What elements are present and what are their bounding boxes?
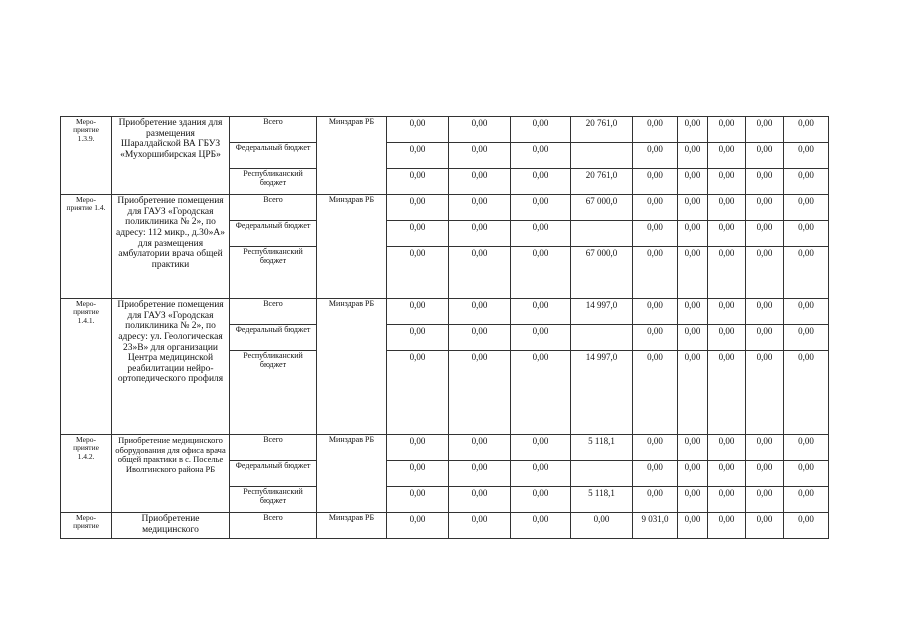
- table-row: [61, 117, 829, 143]
- responsible-org: Минздрав РБ: [317, 435, 387, 513]
- value-cell: 0,00: [511, 195, 571, 221]
- activity-code: Меро-приятие: [73, 513, 99, 531]
- value-cell: 0,00: [784, 513, 829, 539]
- value-cell: 0,00: [511, 351, 571, 435]
- value-cell: 0,00: [511, 143, 571, 169]
- value-cell: 0,00: [449, 299, 511, 325]
- value-cell: 0,00: [746, 221, 784, 247]
- value-cell: 0,00: [784, 435, 829, 461]
- value-cell: 0,00: [708, 117, 746, 143]
- value-cell: 0,00: [746, 351, 784, 435]
- value-cell: 0,00: [678, 461, 708, 487]
- value-cell: 0,00: [511, 435, 571, 461]
- value-cell: 0,00: [387, 299, 449, 325]
- value-cell: 0,00: [511, 487, 571, 513]
- funding-source: Федеральный бюджет: [230, 143, 317, 169]
- value-cell: 0,00: [784, 221, 829, 247]
- value-cell: 0,00: [746, 325, 784, 351]
- value-cell: 5 118,1: [571, 487, 633, 513]
- value-cell: 0,00: [784, 247, 829, 299]
- funding-source: Всего: [230, 435, 317, 461]
- value-cell: 67 000,0: [571, 247, 633, 299]
- value-cell: 0,00: [784, 169, 829, 195]
- activity-name-cell: [112, 513, 230, 539]
- value-cell: 0,00: [511, 461, 571, 487]
- value-cell: 0,00: [746, 247, 784, 299]
- value-cell: 0,00: [746, 461, 784, 487]
- activity-code-cell: [61, 299, 112, 435]
- funding-source: Федеральный бюджет: [230, 325, 317, 351]
- funding-source: Республиканский бюджет: [230, 169, 317, 195]
- funding-source: Всего: [230, 299, 317, 325]
- value-cell: 0,00: [678, 351, 708, 435]
- activity-code: Меро-приятие 1.3.9.: [73, 117, 99, 143]
- value-cell: 20 761,0: [571, 117, 633, 143]
- value-cell: 0,00: [449, 351, 511, 435]
- value-cell: 0,00: [708, 195, 746, 221]
- value-cell: 0,00: [678, 487, 708, 513]
- value-cell: 0,00: [708, 325, 746, 351]
- value-cell: 0,00: [784, 487, 829, 513]
- value-cell: 0,00: [387, 169, 449, 195]
- value-cell: [571, 325, 633, 351]
- value-cell: 0,00: [387, 325, 449, 351]
- value-cell: 0,00: [784, 299, 829, 325]
- value-cell: 0,00: [746, 117, 784, 143]
- activity-name-cell: [112, 299, 230, 435]
- table-row: [61, 435, 829, 461]
- value-cell: 0,00: [678, 247, 708, 299]
- value-cell: 0,00: [678, 325, 708, 351]
- value-cell: 0,00: [678, 143, 708, 169]
- value-cell: 0,00: [746, 487, 784, 513]
- value-cell: 0,00: [708, 247, 746, 299]
- value-cell: 0,00: [387, 435, 449, 461]
- value-cell: 0,00: [678, 299, 708, 325]
- value-cell: [571, 221, 633, 247]
- funding-source: Федеральный бюджет: [230, 461, 317, 487]
- funding-source: Республиканский бюджет: [230, 247, 317, 299]
- value-cell: 0,00: [708, 487, 746, 513]
- activity-code-cell: [61, 195, 112, 299]
- budget-table: [60, 116, 829, 539]
- value-cell: 0,00: [746, 435, 784, 461]
- funding-source: Республиканский бюджет: [230, 487, 317, 513]
- activity-code: Меро-приятие 1.4.2.: [73, 435, 99, 461]
- value-cell: 0,00: [708, 435, 746, 461]
- value-cell: 0,00: [746, 513, 784, 539]
- table-row: [61, 513, 829, 539]
- value-cell: 0,00: [511, 325, 571, 351]
- value-cell: 0,00: [678, 169, 708, 195]
- value-cell: 0,00: [784, 117, 829, 143]
- value-cell: 0,00: [511, 221, 571, 247]
- value-cell: 0,00: [784, 351, 829, 435]
- value-cell: 0,00: [633, 143, 678, 169]
- activity-name: Приобретение медицинского: [141, 514, 200, 535]
- value-cell: 0,00: [387, 117, 449, 143]
- value-cell: 0,00: [449, 117, 511, 143]
- value-cell: 0,00: [784, 325, 829, 351]
- value-cell: 0,00: [633, 487, 678, 513]
- table-row: [61, 195, 829, 221]
- activity-name: Приобретение помещения для ГАУЗ «Городская поликлиника № 2», по адресу: ул. Геологическая 23»В» для организации Центра медицинской реабилитации нейро-ортопедического профиля: [117, 300, 224, 385]
- funding-source: Всего: [230, 195, 317, 221]
- value-cell: 0,00: [449, 487, 511, 513]
- value-cell: 0,00: [633, 221, 678, 247]
- value-cell: 0,00: [387, 487, 449, 513]
- value-cell: 9 031,0: [633, 513, 678, 539]
- responsible-org: Минздрав РБ: [317, 299, 387, 435]
- value-cell: 0,00: [449, 169, 511, 195]
- value-cell: 0,00: [387, 461, 449, 487]
- value-cell: 0,00: [678, 195, 708, 221]
- value-cell: 0,00: [746, 299, 784, 325]
- activity-name: Приобретение помещения для ГАУЗ «Городская поликлиника № 2», по адресу: 112 микр., д.30»А» для размещения амбулатории врача общей практики: [116, 196, 225, 270]
- value-cell: 0,00: [708, 461, 746, 487]
- responsible-org: Минздрав РБ: [317, 117, 387, 195]
- value-cell: 20 761,0: [571, 169, 633, 195]
- activity-name-cell: [112, 117, 230, 195]
- table-row: [61, 299, 829, 325]
- value-cell: 0,00: [387, 195, 449, 221]
- value-cell: 0,00: [511, 169, 571, 195]
- activity-name-cell: [112, 435, 230, 513]
- funding-source: Всего: [230, 117, 317, 143]
- value-cell: 0,00: [449, 247, 511, 299]
- activity-code-cell: [61, 117, 112, 195]
- value-cell: 0,00: [387, 247, 449, 299]
- value-cell: 0,00: [633, 351, 678, 435]
- activity-code: Меро-приятие 1.4.1.: [73, 299, 99, 325]
- value-cell: 0,00: [678, 513, 708, 539]
- value-cell: 0,00: [633, 117, 678, 143]
- funding-source: Всего: [230, 513, 317, 539]
- value-cell: 0,00: [633, 247, 678, 299]
- activity-code: Меро-приятие 1.4.: [66, 195, 106, 213]
- value-cell: 14 997,0: [571, 351, 633, 435]
- value-cell: 0,00: [449, 461, 511, 487]
- value-cell: 0,00: [511, 117, 571, 143]
- value-cell: 0,00: [633, 435, 678, 461]
- value-cell: 67 000,0: [571, 195, 633, 221]
- value-cell: [571, 143, 633, 169]
- value-cell: 0,00: [633, 299, 678, 325]
- value-cell: 5 118,1: [571, 435, 633, 461]
- value-cell: 0,00: [746, 169, 784, 195]
- value-cell: 0,00: [746, 195, 784, 221]
- value-cell: 0,00: [708, 299, 746, 325]
- funding-source: Федеральный бюджет: [230, 221, 317, 247]
- value-cell: 0,00: [449, 435, 511, 461]
- value-cell: 0,00: [387, 143, 449, 169]
- value-cell: 0,00: [511, 513, 571, 539]
- value-cell: [571, 461, 633, 487]
- value-cell: 0,00: [708, 221, 746, 247]
- value-cell: 0,00: [387, 221, 449, 247]
- responsible-org: Минздрав РБ: [317, 195, 387, 299]
- value-cell: 0,00: [633, 195, 678, 221]
- value-cell: 0,00: [387, 513, 449, 539]
- activity-code-cell: [61, 513, 112, 539]
- funding-source: Республиканский бюджет: [230, 351, 317, 435]
- value-cell: 0,00: [633, 325, 678, 351]
- value-cell: 0,00: [449, 325, 511, 351]
- value-cell: 0,00: [784, 461, 829, 487]
- value-cell: 0,00: [633, 461, 678, 487]
- activity-code-cell: [61, 435, 112, 513]
- responsible-org: Минздрав РБ: [317, 513, 387, 539]
- value-cell: 0,00: [784, 143, 829, 169]
- activity-name-cell: [112, 195, 230, 299]
- value-cell: 0,00: [708, 513, 746, 539]
- value-cell: 0,00: [678, 117, 708, 143]
- value-cell: 0,00: [511, 299, 571, 325]
- value-cell: 0,00: [746, 143, 784, 169]
- value-cell: 0,00: [449, 221, 511, 247]
- value-cell: 14 997,0: [571, 299, 633, 325]
- activity-name: Приобретение здания для размещения Шаралдайской ВА ГБУЗ «Мухоршибирская ЦРБ»: [118, 118, 223, 160]
- value-cell: 0,00: [708, 143, 746, 169]
- value-cell: 0,00: [511, 247, 571, 299]
- value-cell: 0,00: [708, 351, 746, 435]
- activity-name: Приобретение медицинского оборудования для офиса врача общей практики в с. Поселье Иволгинского района РБ: [115, 435, 226, 474]
- value-cell: 0,00: [678, 221, 708, 247]
- value-cell: 0,00: [449, 143, 511, 169]
- value-cell: 0,00: [784, 195, 829, 221]
- value-cell: 0,00: [678, 435, 708, 461]
- value-cell: 0,00: [633, 169, 678, 195]
- value-cell: 0,00: [449, 513, 511, 539]
- value-cell: 0,00: [449, 195, 511, 221]
- value-cell: 0,00: [571, 513, 633, 539]
- value-cell: 0,00: [708, 169, 746, 195]
- value-cell: 0,00: [387, 351, 449, 435]
